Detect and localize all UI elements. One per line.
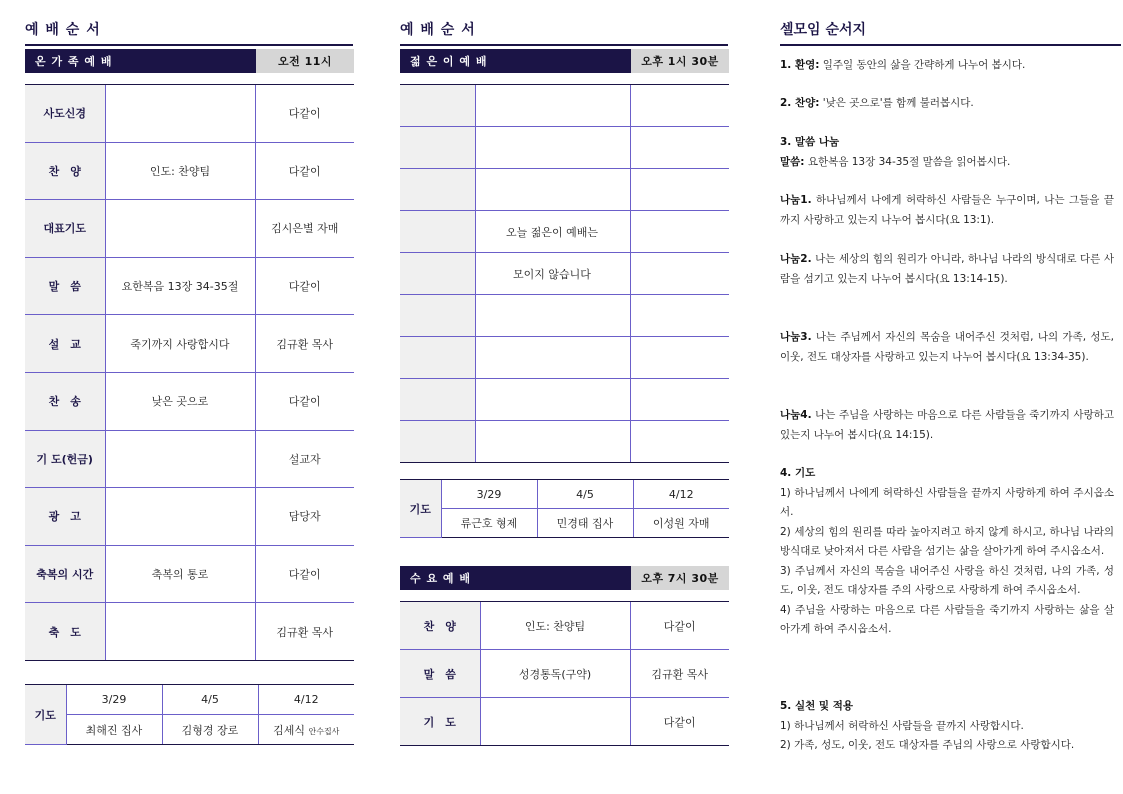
step-head-line xyxy=(780,464,1114,484)
table-row xyxy=(400,480,729,509)
cell-share-2 xyxy=(780,250,1114,289)
step-text: '낮은 곳으로'를 함께 불러봅시다. xyxy=(819,97,974,109)
share-text: 나는 주님을 사랑하는 마음으로 다른 사람들을 죽기까지 사랑하고 있는지 나누어 봅시다(요 14:15). xyxy=(780,409,1114,441)
table-row xyxy=(25,315,354,373)
col2-notice-line1: 오늘 젊은이 예배는 xyxy=(505,226,598,239)
row-content: 인도: 찬양팀 xyxy=(480,602,630,650)
row-label: 찬 송 xyxy=(25,372,105,430)
prayer-label: 기도 xyxy=(25,685,66,745)
row-content xyxy=(105,430,255,488)
prayer-item: 4) 주님을 사랑하는 마음으로 다른 사람들을 죽기까지 사랑하는 삶을 살아가게 하여 주시옵소서. xyxy=(780,603,1114,635)
prayer-date: 3/29 xyxy=(66,685,162,715)
step-head: 5. 실천 및 적용 xyxy=(780,700,853,712)
prayer-name: 민경태 집사 xyxy=(537,509,633,538)
row-label: 기 도 xyxy=(400,698,480,746)
prayer-name: 최해진 집사 xyxy=(66,715,162,745)
cell-step-practice xyxy=(780,697,1114,756)
col1-service-name: 온 가 족 예 배 xyxy=(25,49,256,73)
row-label: 찬 양 xyxy=(400,602,480,650)
table-row xyxy=(25,430,354,488)
table-row xyxy=(400,698,729,746)
row-content xyxy=(105,85,255,143)
table-row xyxy=(400,169,729,211)
cell-step-praise xyxy=(780,94,1114,114)
share-head: 나눔3. xyxy=(780,331,812,343)
row-who: 다같이 xyxy=(255,545,354,603)
row-who: 다같이 xyxy=(255,85,354,143)
col2-service-time: 오후 1시 30분 xyxy=(631,49,729,73)
table-row xyxy=(25,715,354,745)
row-label: 축복의 시간 xyxy=(25,545,105,603)
row-label: 기 도(헌금) xyxy=(25,430,105,488)
step-sub-line xyxy=(780,153,1114,173)
prayer-name: 김형경 장로 xyxy=(162,715,258,745)
row-content xyxy=(105,603,255,661)
row-label: 사도신경 xyxy=(25,85,105,143)
col2-service-name: 젊 은 이 예 배 xyxy=(400,49,631,73)
table-row xyxy=(25,545,354,603)
col1-title: 예 배 순 서 xyxy=(25,19,353,46)
share-text: 나는 세상의 힘의 원리가 아니라, 하나님 나라의 방식대로 다른 사람을 섬기고 있는지 나누어 봅시다(요 13:14-15). xyxy=(780,253,1114,285)
table-row xyxy=(25,200,354,258)
table-row xyxy=(400,509,729,538)
row-who: 설교자 xyxy=(255,430,354,488)
row-who: 다같이 xyxy=(255,372,354,430)
row-label: 축 도 xyxy=(25,603,105,661)
prayer-name: 김세식 xyxy=(273,723,305,737)
share-head: 나눔2. xyxy=(780,253,812,265)
prayer-date: 4/12 xyxy=(633,480,729,509)
table-row xyxy=(400,295,729,337)
col1-service-bar xyxy=(25,49,354,73)
cell-step-word xyxy=(780,133,1114,172)
table-row xyxy=(25,603,354,661)
row-content: 인도: 찬양팀 xyxy=(105,142,255,200)
row-who: 다같이 xyxy=(630,602,729,650)
prayer-name: 류근호 형제 xyxy=(441,509,537,538)
row-who: 김규환 목사 xyxy=(255,315,354,373)
row-label: 찬 양 xyxy=(25,142,105,200)
row-label: 광 고 xyxy=(25,488,105,546)
practice-item: 2) 가족, 성도, 이웃, 전도 대상자를 주님의 사랑으로 사랑합시다. xyxy=(780,739,1075,751)
step-text: 일주일 동안의 삶을 간략하게 나누어 봅시다. xyxy=(819,59,1026,71)
col2-wed-time: 오후 7시 30분 xyxy=(631,566,729,590)
prayer-name-suffix: 안수집사 xyxy=(308,726,340,736)
step-head: 3. 말씀 나눔 xyxy=(780,136,840,148)
table-row xyxy=(400,650,729,698)
row-who: 담당자 xyxy=(255,488,354,546)
prayer-item: 2) 세상의 힘의 원리를 따라 높아지려고 하지 않게 하시고, 하나님 나라의 방식대로 낮아져서 다른 사람을 섬기는 삶을 살아가게 하여 주시옵소서. xyxy=(780,525,1114,557)
prayer-date: 4/5 xyxy=(162,685,258,715)
cell-step-welcome xyxy=(780,56,1114,76)
col2-notice-line2: 모이지 않습니다 xyxy=(513,268,591,281)
row-content xyxy=(105,200,255,258)
table-row xyxy=(25,142,354,200)
col2-wed-bar xyxy=(400,566,729,590)
col1-prayer-table xyxy=(25,684,354,745)
col2-prayer-table xyxy=(400,479,729,538)
row-who: 김시은별 자매 xyxy=(255,200,354,258)
step-text: 요한복음 13장 34-35절 말씀을 읽어봅시다. xyxy=(804,155,1011,168)
share-head: 나눔4. xyxy=(780,409,812,421)
share-text: 나는 주님께서 자신의 목숨을 내어주신 것처럼, 나의 가족, 성도, 이웃, 전도 대상자를 사랑하고 있는지 나누어 봅시다(요 13:34-35). xyxy=(780,331,1114,363)
step-sub-head: 말씀: xyxy=(780,155,805,168)
share-head: 나눔1. xyxy=(780,194,812,206)
prayer-date: 4/5 xyxy=(537,480,633,509)
table-row xyxy=(400,85,729,127)
prayer-item: 3) 주님께서 자신의 목숨을 내어주신 사랑을 하신 것처럼, 나의 가족, 성도, 이웃, 전도 대상자를 주의 사랑으로 사랑하게 하여 주시옵소서. xyxy=(780,564,1114,596)
cell-share-3 xyxy=(780,328,1114,367)
row-content: 낮은 곳으로 xyxy=(105,372,255,430)
prayer-date: 4/12 xyxy=(258,685,354,715)
col2-title: 예 배 순 서 xyxy=(400,19,728,46)
col3-title: 셀모임 순서지 xyxy=(780,19,1121,46)
prayer-name: 이성원 자매 xyxy=(633,509,729,538)
row-content: 성경통독(구약) xyxy=(480,650,630,698)
prayer-name-cell xyxy=(258,715,354,745)
table-row xyxy=(400,127,729,169)
row-content xyxy=(105,488,255,546)
row-who: 김규환 목사 xyxy=(630,650,729,698)
table-row xyxy=(25,372,354,430)
step-head: 4. 기도 xyxy=(780,467,816,479)
row-content xyxy=(480,698,630,746)
col1-order-table xyxy=(25,84,354,661)
prayer-label: 기도 xyxy=(400,480,441,538)
step-head-line xyxy=(780,697,1114,717)
col2-wed-table xyxy=(400,601,729,746)
step-head-line xyxy=(780,133,1114,153)
prayer-item: 1) 하나님께서 나에게 허락하신 사람들을 끝까지 사랑하게 하여 주시옵소서. xyxy=(780,486,1114,518)
step-head: 1. 환영: xyxy=(780,59,820,71)
col2-service-bar xyxy=(400,49,729,73)
table-row xyxy=(400,379,729,421)
step-head: 2. 찬양: xyxy=(780,97,820,109)
row-label: 설 교 xyxy=(25,315,105,373)
prayer-date: 3/29 xyxy=(441,480,537,509)
row-who: 김규환 목사 xyxy=(255,603,354,661)
table-row xyxy=(25,257,354,315)
row-label: 말 씀 xyxy=(25,257,105,315)
table-row xyxy=(400,602,729,650)
table-row xyxy=(25,685,354,715)
row-content: 축복의 통로 xyxy=(105,545,255,603)
table-row xyxy=(400,421,729,463)
row-who: 다같이 xyxy=(255,142,354,200)
cell-share-1 xyxy=(780,191,1114,230)
row-label: 말 씀 xyxy=(400,650,480,698)
row-who: 다같이 xyxy=(630,698,729,746)
practice-item: 1) 하나님께서 허락하신 사람들을 끝까지 사랑합시다. xyxy=(780,719,1024,732)
table-row xyxy=(25,85,354,143)
table-row xyxy=(400,337,729,379)
col2-wed-name: 수 요 예 배 xyxy=(400,566,631,590)
cell-share-4 xyxy=(780,406,1114,445)
col1-service-time: 오전 11시 xyxy=(256,49,354,73)
row-label: 대표기도 xyxy=(25,200,105,258)
share-text: 하나님께서 나에게 허락하신 사람들은 누구이며, 나는 그들을 끝까지 사랑하고 있는지 나누어 봅시다(요 13:1). xyxy=(780,194,1114,226)
table-row xyxy=(25,488,354,546)
row-content: 죽기까지 사랑합시다 xyxy=(105,315,255,373)
cell-step-prayer xyxy=(780,464,1114,640)
row-who: 다같이 xyxy=(255,257,354,315)
row-content: 요한복음 13장 34-35절 xyxy=(105,257,255,315)
